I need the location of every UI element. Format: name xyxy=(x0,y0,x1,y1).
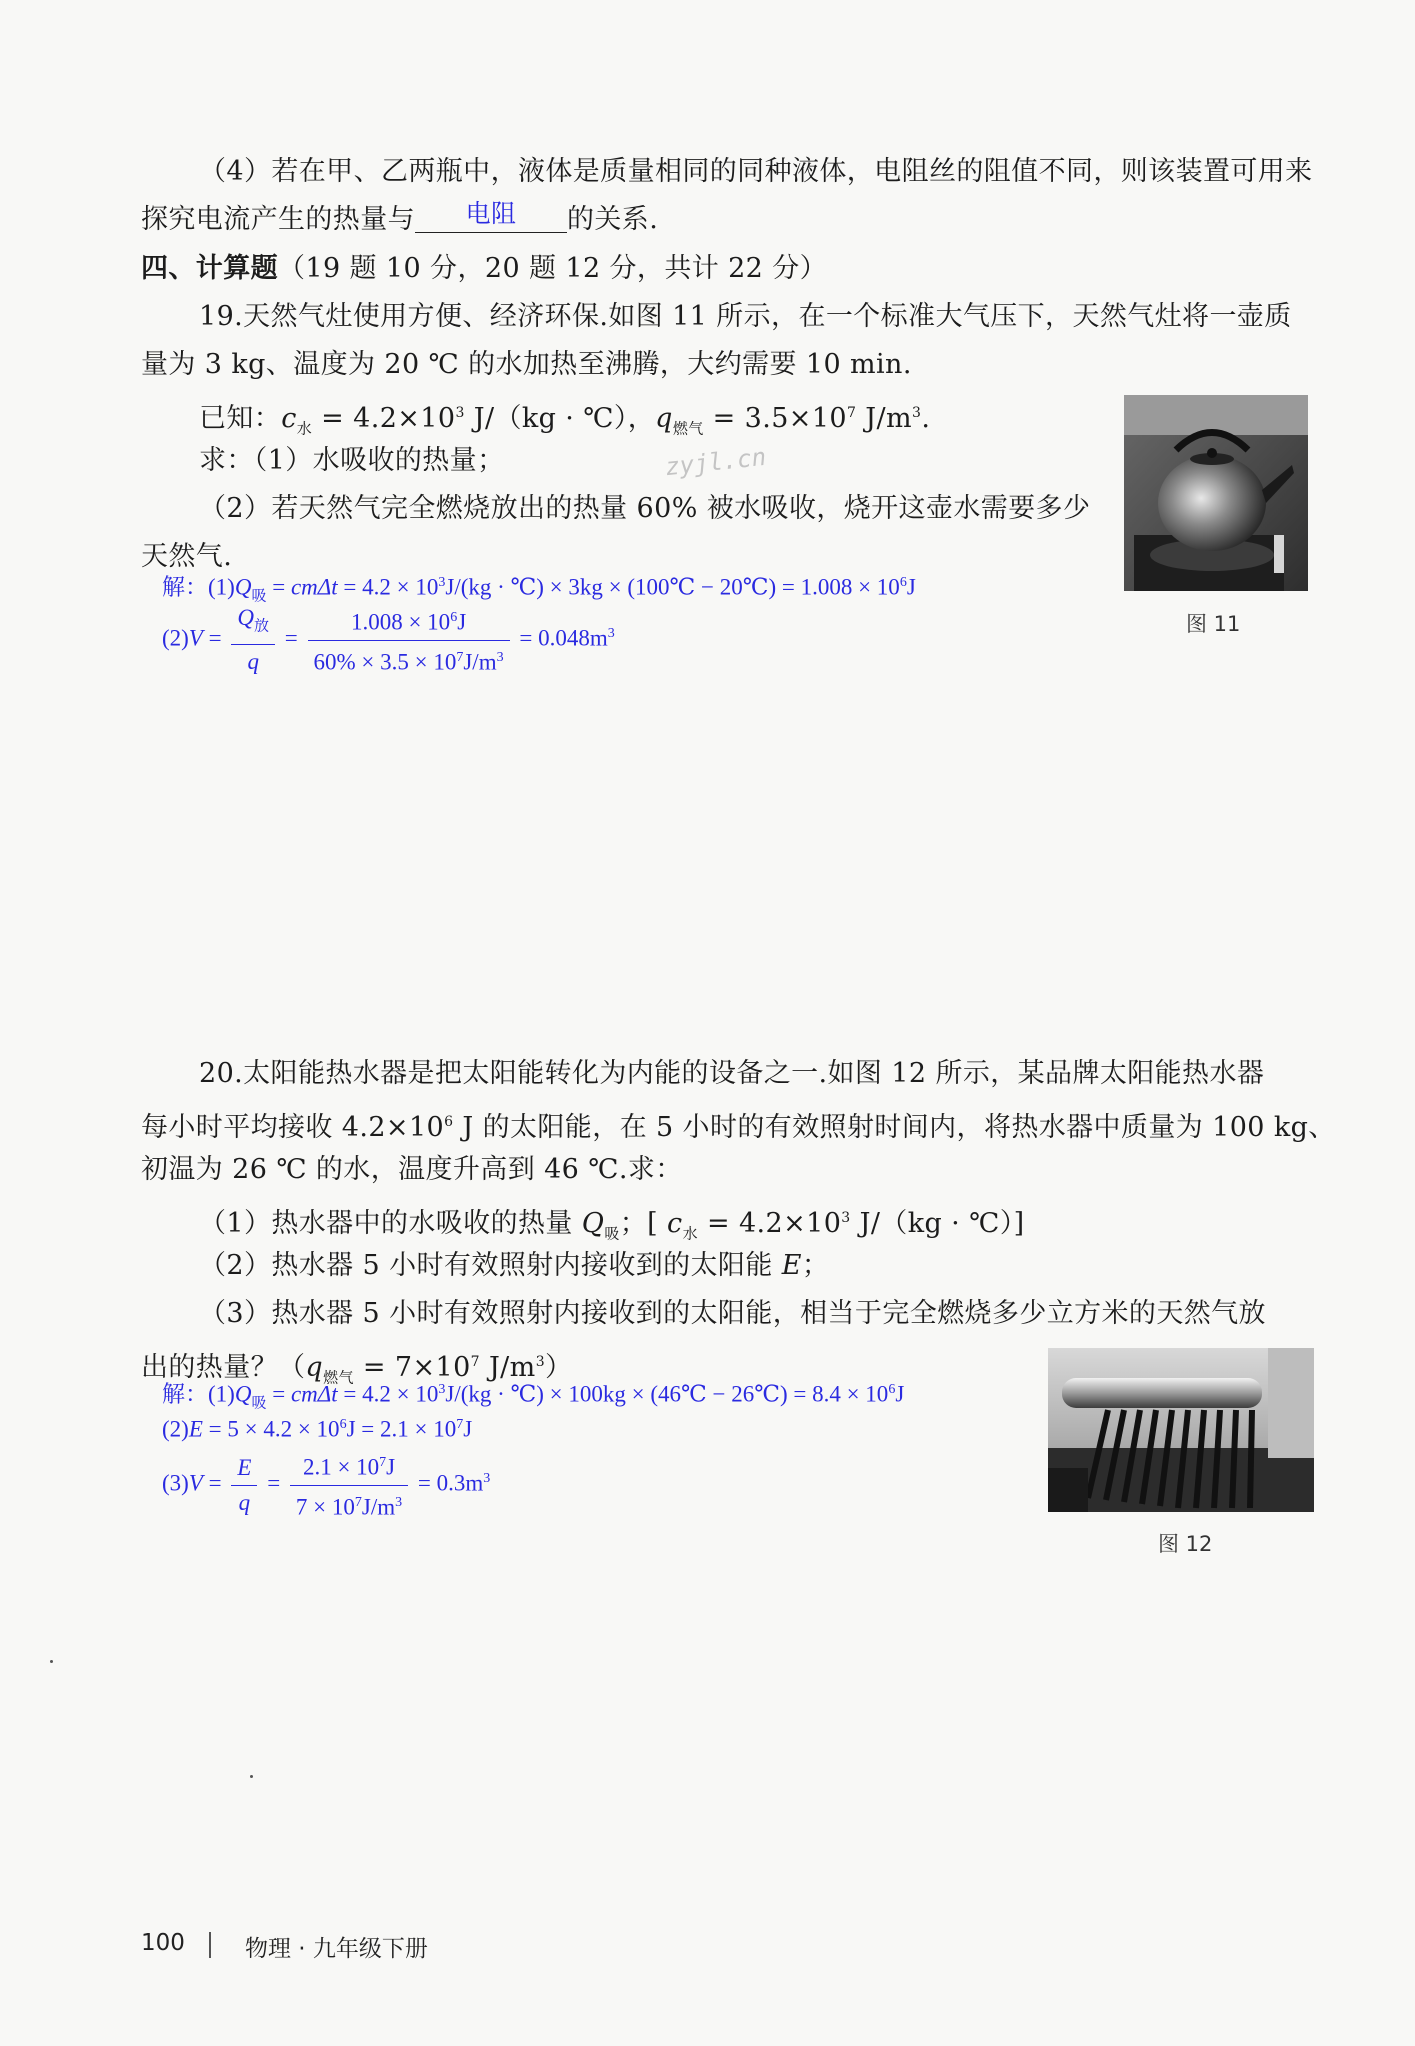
subscript: 水 xyxy=(682,1224,698,1243)
unit: J/m xyxy=(479,1352,536,1383)
value: = 3.5×10 xyxy=(703,403,847,434)
symbol-q: q xyxy=(247,648,259,674)
exponent: 7 xyxy=(379,1455,387,1470)
q19-line1: 19.天然气灶使用方便、经济环保.如图 11 所示，在一个标准大气压下，天然气灶将一壶质 xyxy=(199,301,1292,332)
scan-speck xyxy=(250,1775,253,1778)
symbol-Q: Q xyxy=(234,1381,252,1407)
result: = 0.048m xyxy=(513,625,608,651)
text: ； xyxy=(801,1250,830,1281)
text: ；[ xyxy=(619,1208,668,1239)
eq: = xyxy=(202,1470,228,1496)
page-number: 100 xyxy=(141,1930,185,1956)
exponent: 7 xyxy=(456,1417,464,1432)
subscript: 放 xyxy=(254,618,270,635)
q19-ask2: （2）若天然气完全燃烧放出的热量 60% 被水吸收，烧开这壶水需要多少 xyxy=(199,493,1091,524)
unit: J xyxy=(386,1454,396,1480)
unit: J xyxy=(463,1416,473,1442)
unit: J/（kg · ℃）， xyxy=(464,403,656,434)
q19-ask2-cont: 天然气. xyxy=(141,541,233,572)
subscript: 吸 xyxy=(604,1224,620,1243)
subscript: 燃气 xyxy=(672,419,704,438)
symbol-Q: Q xyxy=(234,574,252,600)
exponent: 6 xyxy=(888,1382,896,1397)
exponent: 6 xyxy=(450,610,458,625)
figure-12-caption: 图 12 xyxy=(1158,1532,1213,1556)
text: ） xyxy=(545,1352,573,1383)
exponent: 3 xyxy=(438,575,446,590)
numerator xyxy=(308,603,510,641)
value: = 5 × 4.2 × 10 xyxy=(202,1416,340,1442)
text: （1）热水器中的水吸收的热量 xyxy=(199,1208,582,1239)
ans-label: 解：(1) xyxy=(162,574,235,600)
subscript: 燃气 xyxy=(323,1368,354,1387)
watermark: zyjl.cn xyxy=(663,442,768,482)
symbol-Q: Q xyxy=(581,1208,605,1239)
fraction-1 xyxy=(231,603,275,677)
exponent: 3 xyxy=(496,649,504,665)
footer-divider xyxy=(209,1932,211,1958)
q20-answer-3 xyxy=(162,1448,490,1522)
q19-line2: 量为 3 kg、温度为 20 ℃ 的水加热至沸腾，大约需要 10 min. xyxy=(141,349,912,380)
exponent: 6 xyxy=(444,1114,454,1130)
numerator xyxy=(231,1453,257,1486)
value: 1.008 × 10 xyxy=(350,609,451,635)
eq: = xyxy=(261,1470,286,1496)
figure-11-caption: 图 11 xyxy=(1186,612,1241,636)
value: 60% × 3.5 × 10 xyxy=(313,649,457,675)
q18-line2-after: 的关系. xyxy=(567,204,659,235)
handwritten-answer: 电阻 xyxy=(465,199,517,228)
symbol-dt: Δt xyxy=(317,1381,338,1407)
scan-speck xyxy=(50,1660,53,1663)
exponent: 7 xyxy=(846,405,857,421)
symbol-c: c xyxy=(281,403,297,434)
result: = 0.3m xyxy=(412,1470,484,1496)
symbol-E: E xyxy=(237,1454,252,1480)
unit: J/m xyxy=(463,649,497,675)
ans-label: (3) xyxy=(162,1470,189,1496)
exponent: 3 xyxy=(395,1494,403,1510)
q18-part4-line2 xyxy=(141,200,658,240)
ans-label: (2) xyxy=(162,1416,189,1442)
symbol-cm: cm xyxy=(290,1381,318,1407)
fraction-2 xyxy=(308,603,510,677)
symbol-dt: Δt xyxy=(317,574,338,600)
exponent: 3 xyxy=(912,405,922,421)
exponent: 3 xyxy=(438,1382,446,1397)
exponent: 7 xyxy=(470,1354,480,1370)
text: 每小时平均接收 4.2×10 xyxy=(141,1112,445,1143)
q20-ask3: （3）热水器 5 小时有效照射内接收到的太阳能，相当于完全燃烧多少立方米的天然气放 xyxy=(199,1298,1266,1329)
eq: = xyxy=(279,625,304,651)
exponent: 3 xyxy=(607,625,615,641)
solar-heater-image xyxy=(1048,1348,1314,1512)
symbol-V: V xyxy=(188,625,203,651)
text: J 的太阳能，在 5 小时的有效照射时间内，将热水器中质量为 100 kg、 xyxy=(453,1112,1336,1143)
eq: = xyxy=(266,574,291,600)
unit: J/（kg · ℃）] xyxy=(850,1208,1025,1239)
q19-answer-2 xyxy=(162,603,615,677)
q20-line3: 初温为 26 ℃ 的水，温度升高到 46 ℃.求： xyxy=(141,1154,683,1185)
unit: J/m xyxy=(856,403,913,434)
symbol-q: q xyxy=(655,403,673,434)
q19-ask1: 求：（1）水吸收的热量； xyxy=(199,445,505,476)
eq: = xyxy=(266,1381,291,1407)
exponent: 6 xyxy=(339,1417,347,1432)
known-prefix: 已知： xyxy=(199,403,282,434)
section-note: （19 题 10 分，20 题 12 分，共计 22 分） xyxy=(278,253,828,284)
unit: J xyxy=(895,1381,905,1407)
unit: J xyxy=(906,574,916,600)
value: = 4.2 × 10 xyxy=(337,1381,439,1407)
symbol-q: q xyxy=(238,1489,251,1515)
value: 2.1 × 10 xyxy=(302,1454,380,1480)
numerator xyxy=(231,603,275,645)
eq: = xyxy=(202,625,228,651)
fraction-2 xyxy=(290,1448,408,1522)
value: = 4.2×10 xyxy=(312,403,456,434)
value: = 4.2 × 10 xyxy=(337,574,439,600)
subscript: 吸 xyxy=(251,588,267,605)
denominator xyxy=(308,641,510,678)
symbol-V: V xyxy=(188,1470,203,1496)
q20-line1: 20.太阳能热水器是把太阳能转化为内能的设备之一.如图 12 所示，某品牌太阳能热水器 xyxy=(199,1058,1265,1089)
value: = 4.2×10 xyxy=(697,1208,842,1239)
kettle-photo xyxy=(1124,395,1308,591)
exponent: 7 xyxy=(354,1494,362,1510)
symbol-cm: cm xyxy=(290,574,318,600)
q18-line2-before: 探究电流产生的热量与 xyxy=(141,204,415,235)
section-title: 四、计算题 xyxy=(141,253,278,284)
unit: J/m xyxy=(361,1494,396,1520)
book-title: 物理 · 九年级下册 xyxy=(245,1936,428,1962)
symbol-c: c xyxy=(667,1208,683,1239)
symbol-E: E xyxy=(781,1250,802,1281)
exponent: 3 xyxy=(841,1210,851,1226)
q18-part4-line1: （4）若在甲、乙两瓶中，液体是质量相同的同种液体，电阻丝的阻值不同，则该装置可用来 xyxy=(199,156,1313,187)
text: （2）热水器 5 小时有效照射内接收到的太阳能 xyxy=(199,1250,782,1281)
subscript: 水 xyxy=(296,419,313,438)
fill-in-blank xyxy=(415,200,567,233)
kettle-image xyxy=(1124,395,1308,591)
symbol-E: E xyxy=(188,1416,203,1442)
section-heading xyxy=(141,249,827,289)
denominator xyxy=(231,645,275,677)
symbol-Q: Q xyxy=(237,605,254,631)
value: J = 2.1 × 10 xyxy=(346,1416,457,1442)
q20-line2 xyxy=(141,1102,1336,1148)
unit: J xyxy=(457,609,467,635)
q20-ask2 xyxy=(199,1246,829,1286)
ans-label: (2) xyxy=(162,625,189,651)
denominator xyxy=(231,1486,257,1518)
fraction-1 xyxy=(231,1453,257,1518)
value: 7 × 10 xyxy=(295,1494,355,1520)
period: . xyxy=(921,403,931,434)
exponent: 3 xyxy=(455,405,465,421)
text: 出的热量？（ xyxy=(141,1352,306,1383)
solar-heater-photo xyxy=(1048,1348,1314,1512)
symbol-q: q xyxy=(305,1352,324,1383)
denominator xyxy=(290,1486,408,1523)
value: J/(kg · ℃) × 3kg × (100℃ − 20℃) = 1.008 × 10 xyxy=(445,574,900,600)
exponent: 6 xyxy=(899,575,907,590)
exponent: 7 xyxy=(456,649,464,665)
ans-label: 解：(1) xyxy=(162,1381,235,1407)
subscript: 吸 xyxy=(251,1395,267,1412)
value: = 7×10 xyxy=(353,1352,471,1383)
exponent: 3 xyxy=(483,1470,491,1486)
exponent: 3 xyxy=(535,1354,545,1370)
q20-answer-2 xyxy=(162,1410,472,1445)
value: J/(kg · ℃) × 100kg × (46℃ − 26℃) = 8.4 × 10 xyxy=(445,1381,889,1407)
numerator xyxy=(290,1448,408,1486)
